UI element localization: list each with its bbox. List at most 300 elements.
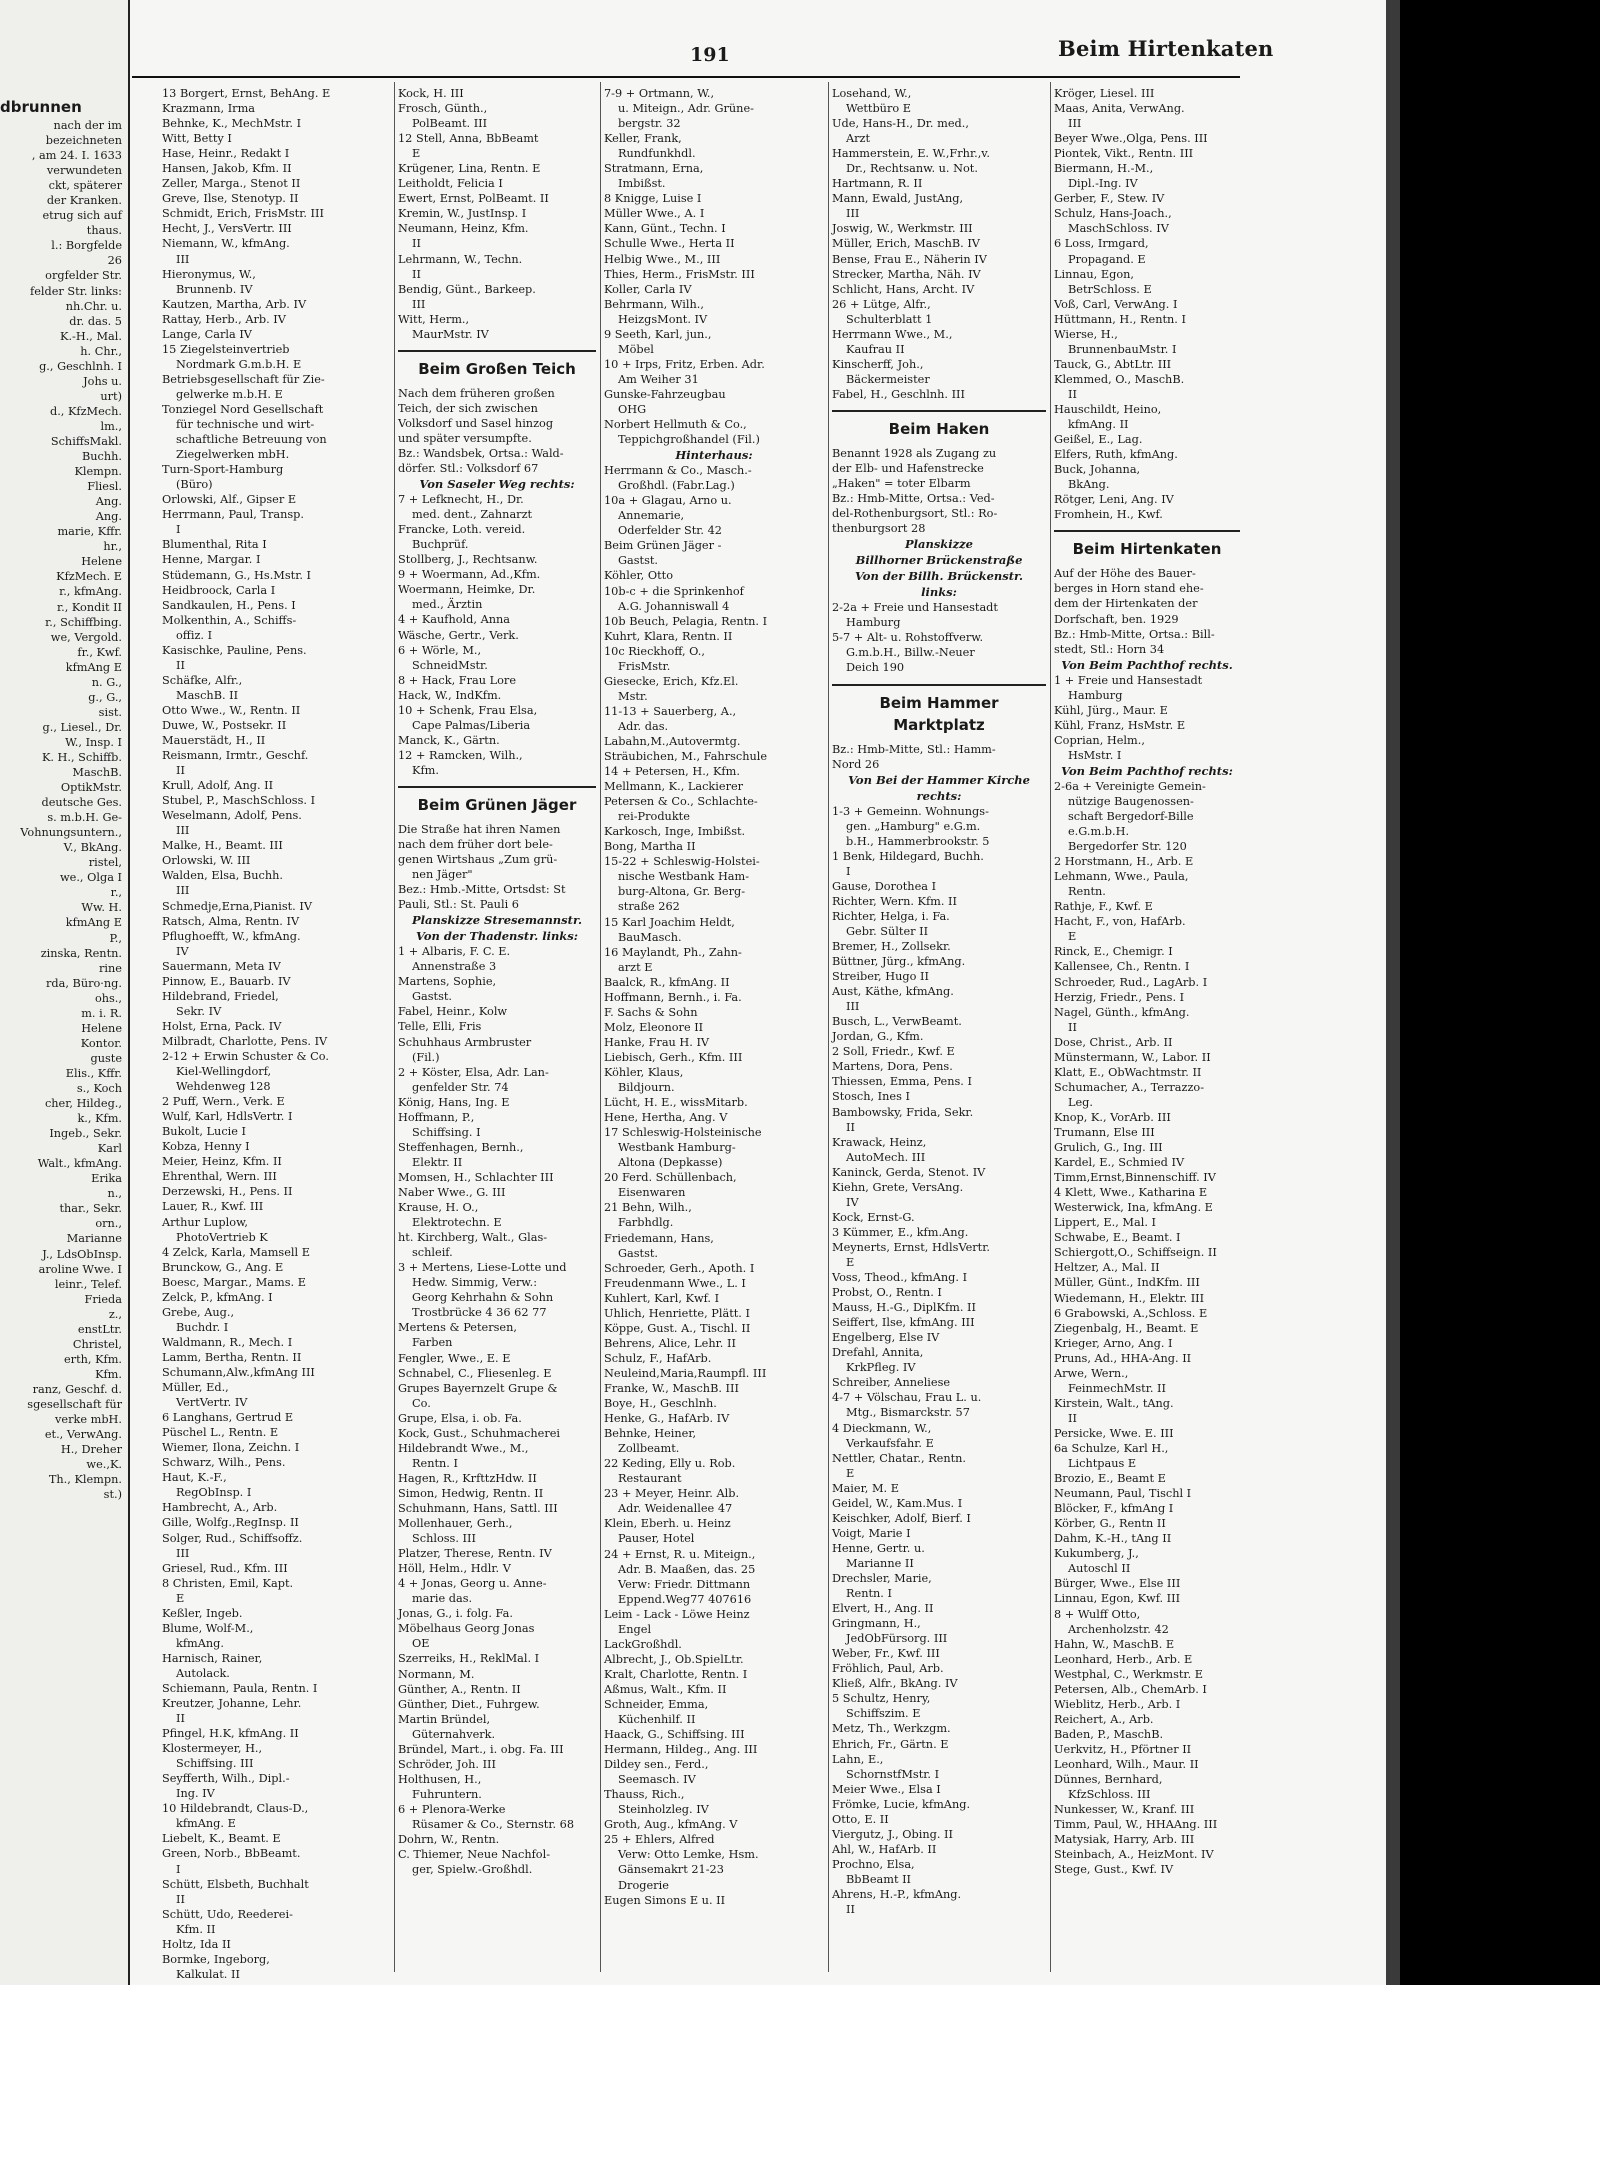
gutter-line: Ang. <box>95 510 122 524</box>
directory-entry: Adr. Weidenallee 47 <box>618 1502 733 1516</box>
directory-entry: Herzig, Friedr., Pens. I <box>1054 990 1185 1004</box>
column-divider <box>1050 82 1051 1972</box>
directory-entry: Kobza, Henny I <box>162 1140 250 1154</box>
directory-entry: Günther, Diet., Fuhrgew. <box>398 1697 540 1711</box>
directory-entry: Farbhdlg. <box>618 1216 674 1230</box>
directory-entry: Schütt, Udo, Reederei- <box>162 1907 293 1921</box>
directory-entry: Dohrn, W., Rentn. <box>398 1833 500 1847</box>
directory-entry: 6 + Plenora-Werke <box>398 1802 506 1816</box>
gutter-line: dr. das. 5 <box>69 314 122 328</box>
directory-entry: Schumann,Alw.,kfmAng III <box>162 1365 315 1379</box>
gutter-line: st.) <box>103 1488 122 1502</box>
directory-entry: Stosch, Ines I <box>832 1090 910 1104</box>
directory-entry: Bäckermeister <box>846 372 930 386</box>
directory-entry: 1-3 + Gemeinn. Wohnungs- <box>832 804 989 818</box>
directory-entry: 20 Ferd. Schüllenbach, <box>604 1171 737 1185</box>
header-rule <box>132 76 1240 78</box>
column-divider <box>394 82 395 1972</box>
gutter-line: d., KfzMech. <box>49 404 122 418</box>
directory-entry: Schmidt, Erich, FrisMstr. III <box>162 207 324 221</box>
directory-entry: PolBeamt. III <box>412 117 488 131</box>
directory-entry: Thies, Herm., FrisMstr. III <box>604 267 755 281</box>
gutter-line: Walt., kfmAng. <box>37 1157 122 1171</box>
directory-entry: Bz.: Hmb-Mitte, Ortsa.: Bill- <box>1054 627 1215 641</box>
directory-entry: SchneidMstr. <box>412 658 488 672</box>
directory-entry: Teppichgroßhandel (Fil.) <box>618 433 760 447</box>
directory-entry: 2 Soll, Friedr., Kwf. E <box>832 1045 955 1059</box>
directory-entry: Schiffsing. I <box>412 1125 481 1139</box>
directory-entry: Buchprüf. <box>412 538 469 552</box>
directory-entry: 7-9 + Ortmann, W., <box>604 87 715 100</box>
directory-entry: (Büro) <box>176 478 213 492</box>
directory-entry: Gastst. <box>412 990 453 1004</box>
directory-entry: Linnau, Egon, <box>1054 267 1135 281</box>
directory-entry: „Haken" = toter Elbarm <box>832 477 971 491</box>
gutter-line: n., <box>107 1187 122 1201</box>
gutter-line: h. Chr., <box>80 344 122 358</box>
directory-entry: Stüdemann, G., Hs.Mstr. I <box>162 568 311 582</box>
directory-entry: Heltzer, A., Mal. II <box>1054 1261 1160 1275</box>
directory-entry: HsMstr. I <box>1068 748 1122 762</box>
directory-entry: Petersen, Alb., ChemArb. I <box>1054 1682 1207 1696</box>
gutter-line: deutsche Ges. <box>41 796 122 810</box>
directory-entry: Lahn, E., <box>832 1752 884 1766</box>
directory-entry: Autolack. <box>176 1666 230 1680</box>
directory-entry: 5-7 + Alt- u. Rohstoffverw. <box>832 631 984 645</box>
gutter-line: sist. <box>98 705 122 719</box>
directory-entry: Lehmann, Wwe., Paula, <box>1054 870 1189 884</box>
directory-entry: Adr. B. Maaßen, das. 25 <box>618 1562 756 1576</box>
directory-entry: Kiehn, Grete, VersAng. <box>832 1180 964 1194</box>
directory-entry: Schmedje,Erna,Pianist. IV <box>162 899 312 913</box>
directory-entry: 12 Stell, Anna, BbBeamt <box>398 132 539 146</box>
gutter-line: Christel, <box>72 1337 122 1351</box>
directory-entry: Hene, Hertha, Ang. V <box>604 1111 728 1125</box>
directory-entry: Müller, Erich, MaschB. IV <box>832 237 980 251</box>
street-heading: Beim Haken <box>832 410 1046 440</box>
directory-entry: III <box>176 1546 190 1560</box>
directory-entry: 6 Loss, Irmgard, <box>1054 237 1149 251</box>
directory-entry: BauMasch. <box>618 930 682 944</box>
directory-entry: Leim - Lack - Löwe Heinz <box>604 1607 750 1621</box>
directory-entry: Auf der Höhe des Bauer- <box>1054 567 1196 581</box>
directory-entry: Lauer, R., Kwf. III <box>162 1200 264 1214</box>
directory-entry: Liebelt, K., Beamt. E <box>162 1832 281 1846</box>
directory-entry: Drechsler, Marie, <box>832 1571 932 1585</box>
directory-entry: Gille, Wolfg.,RegInsp. II <box>162 1516 299 1530</box>
directory-entry: Neumann, Heinz, Kfm. <box>398 222 529 236</box>
directory-entry: 17 Schleswig-Holsteinische <box>604 1126 762 1140</box>
gutter-line: we, Vergold. <box>50 630 122 644</box>
directory-entry: 4 + Kaufhold, Anna <box>398 613 511 627</box>
directory-entry: König, Hans, Ing. E <box>398 1095 510 1109</box>
directory-entry: Schröder, Joh. III <box>398 1757 496 1771</box>
directory-entry: Meynerts, Ernst, HdlsVertr. <box>832 1240 990 1254</box>
directory-entry: II <box>1068 1411 1077 1425</box>
directory-entry: Reichert, A., Arb. <box>1054 1712 1154 1726</box>
directory-entry: 11-13 + Sauerberg, A., <box>604 704 737 718</box>
gutter-line: verwundeten <box>46 164 122 178</box>
directory-entry: Kralt, Charlotte, Rentn. I <box>604 1667 748 1681</box>
gutter-line: KfzMech. E <box>56 570 122 584</box>
directory-entry: Schulle Wwe., Herta II <box>604 237 735 251</box>
directory-entry: ger, Spielw.-Großhdl. <box>412 1863 533 1877</box>
directory-entry: Stege, Gust., Kwf. IV <box>1054 1863 1174 1877</box>
directory-entry: Deich 190 <box>846 661 905 675</box>
directory-entry: I <box>176 1862 181 1876</box>
directory-entry: Bez.: Hmb.-Mitte, Ortsdst: St <box>398 883 566 897</box>
directory-entry: Otto Wwe., W., Rentn. II <box>162 703 301 717</box>
directory-entry: Großhdl. (Fabr.Lag.) <box>618 479 735 493</box>
directory-entry: Brunckow, G., Ang. E <box>162 1260 284 1274</box>
directory-entry: MaurMstr. IV <box>412 327 489 341</box>
page-number: 191 <box>690 44 730 66</box>
directory-entry: Sträubichen, M., Fahrschule <box>604 750 768 764</box>
directory-entry: Grulich, G., Ing. III <box>1054 1141 1163 1155</box>
directory-entry: Behrens, Alice, Lehr. II <box>604 1336 736 1350</box>
gutter-line: r., Schiffbing. <box>45 615 122 629</box>
directory-entry: Linnau, Egon, Kwf. III <box>1054 1592 1181 1606</box>
directory-entry: Herrmann & Co., Masch.- <box>604 464 752 478</box>
directory-entry: 2 Horstmann, H., Arb. E <box>1054 855 1194 869</box>
gutter-line: OptikMstr. <box>60 781 122 795</box>
directory-entry: BkAng. <box>1068 478 1110 492</box>
directory-entry: Karkosch, Inge, Imbißst. <box>604 825 746 839</box>
directory-entry: Schulterblatt 1 <box>846 312 933 326</box>
directory-entry: Hanke, Frau H. IV <box>604 1035 710 1049</box>
directory-entry: Kuhrt, Klara, Rentn. II <box>604 629 733 643</box>
directory-entry: I <box>846 864 851 878</box>
directory-entry: Günther, A., Rentn. II <box>398 1682 521 1696</box>
directory-entry: Grebe, Aug., <box>162 1305 235 1319</box>
directory-entry: Kremin, W., JustInsp. I <box>398 207 527 221</box>
directory-entry: Nord 26 <box>832 757 880 771</box>
directory-entry: Hecht, J., VersVertr. III <box>162 222 292 236</box>
directory-entry: Kardel, E., Schmied IV <box>1054 1156 1185 1170</box>
directory-entry: Gunske-Fahrzeugbau <box>604 387 726 401</box>
directory-entry: FeinmechMstr. II <box>1068 1381 1166 1395</box>
directory-entry: Dose, Christ., Arb. II <box>1054 1035 1173 1049</box>
directory-entry: 15-22 + Schleswig-Holstei- <box>604 855 760 869</box>
directory-entry: Richter, Helga, i. Fa. <box>832 909 950 923</box>
gutter-line: nach der im <box>53 119 122 132</box>
directory-entry: Schäfke, Alfr., <box>162 673 243 687</box>
directory-entry: Krawack, Heinz, <box>832 1135 927 1149</box>
directory-entry: 10 + Irps, Fritz, Erben. Adr. <box>604 357 765 371</box>
directory-entry: Dahm, K.-H., tAng II <box>1054 1532 1172 1546</box>
section-note: Von Beim Pachthof rechts. <box>1061 657 1233 672</box>
directory-entry: Schroeder, Gerh., Apoth. I <box>604 1261 755 1275</box>
directory-entry: Stubel, P., MaschSchloss. I <box>162 794 316 808</box>
section-note: links: <box>921 585 957 600</box>
directory-entry: Hieronymus, W., <box>162 267 256 281</box>
directory-entry: Holst, Erna, Pack. IV <box>162 1019 282 1033</box>
directory-entry: Orlowski, W. III <box>162 854 251 868</box>
directory-entry: Bong, Martha II <box>604 840 696 854</box>
directory-entry: Nettler, Chatar., Rentn. <box>832 1451 967 1465</box>
directory-entry: Oderfelder Str. 42 <box>618 524 722 538</box>
directory-entry: nach dem früher dort bele- <box>398 838 553 852</box>
directory-entry: Verw: Otto Lemke, Hsm. <box>618 1848 759 1862</box>
directory-entry: Drefahl, Annita, <box>832 1346 924 1360</box>
directory-entry: Kreutzer, Johanne, Lehr. <box>162 1697 302 1711</box>
directory-entry: 3 + Mertens, Liese-Lotte und <box>398 1261 567 1275</box>
gutter-line: aroline Wwe. I <box>38 1262 122 1276</box>
directory-entry: Bendig, Günt., Barkeep. <box>398 282 536 296</box>
directory-entry: Rentn. I <box>846 1587 892 1601</box>
directory-entry: Möbel <box>618 342 654 356</box>
directory-entry: Die Straße hat ihren Namen <box>398 822 561 836</box>
directory-entry: Sekr. IV <box>176 1004 222 1018</box>
directory-entry: Krazmann, Irma <box>162 102 256 116</box>
directory-entry: Lamm, Bertha, Rentn. II <box>162 1350 302 1364</box>
directory-entry: arzt E <box>618 960 653 974</box>
directory-entry: Coprian, Helm., <box>1054 733 1145 747</box>
directory-entry: Kasischke, Pauline, Pens. <box>162 643 307 657</box>
directory-entry: Richter, Wern. Kfm. II <box>832 894 957 908</box>
directory-entry: Georg Kehrhahn & Sohn <box>412 1291 554 1305</box>
directory-entry: Woermann, Heimke, Dr. <box>398 583 536 597</box>
directory-entry: Freudenmann Wwe., L. I <box>604 1276 746 1290</box>
directory-entry: 26 + Lütge, Alfr., <box>832 297 931 311</box>
directory-entry: Uerkvitz, H., Pförtner II <box>1054 1742 1192 1756</box>
gutter-line: Frieda <box>84 1292 122 1306</box>
gutter-line: verke mbH. <box>55 1413 122 1427</box>
directory-entry: Rattay, Herb., Arb. IV <box>162 312 286 326</box>
directory-entry: Trumann, Else III <box>1054 1126 1155 1139</box>
scan-background <box>1400 0 1600 1985</box>
gutter-line: kfmAng E <box>65 660 122 674</box>
directory-entry: Geißel, E., Lag. <box>1054 433 1143 447</box>
directory-entry: Molz, Eleonore II <box>604 1020 704 1034</box>
directory-entry: 1 Benk, Hildegard, Buchh. <box>832 849 984 863</box>
directory-entry: Jordan, G., Kfm. <box>832 1030 924 1044</box>
directory-entry: Am Weiher 31 <box>618 372 699 386</box>
directory-entry: 10 + Schenk, Frau Elsa, <box>398 703 538 717</box>
gutter-line: g., G., <box>88 690 122 704</box>
gutter-line: H., Dreher <box>60 1443 122 1457</box>
directory-entry: Gringmann, H., <box>832 1617 921 1631</box>
directory-entry: Niemann, W., kfmAng. <box>162 237 290 251</box>
directory-entry: 2-12 + Erwin Schuster & Co. <box>162 1050 329 1063</box>
directory-entry: Müller, Günt., IndKfm. III <box>1054 1276 1200 1290</box>
directory-entry: II <box>176 764 185 778</box>
directory-entry: Klatt, E., ObWachtmstr. II <box>1054 1065 1202 1079</box>
directory-entry: Behrmann, Wilh., <box>604 297 704 311</box>
directory-entry: Püschel L., Rentn. E <box>162 1426 279 1440</box>
directory-entry: III <box>846 1000 860 1014</box>
directory-entry: Schiffsing. III <box>176 1757 254 1771</box>
directory-entry: Weselmann, Adolf, Pens. <box>162 809 302 823</box>
directory-entry: Rundfunkhdl. <box>618 147 696 161</box>
directory-entry: Ahl, W., HafArb. II <box>832 1842 937 1856</box>
directory-entry: Ratsch, Alma, Rentn. IV <box>162 914 300 928</box>
directory-entry: Kühl, Jürg., Maur. E <box>1054 703 1168 717</box>
directory-entry: dörfer. Stl.: Volksdorf 67 <box>398 462 539 476</box>
directory-entry: Annemarie, <box>618 509 685 523</box>
directory-entry: Kock, Gust., Schuhmacherei <box>398 1426 561 1440</box>
directory-entry: Arwe, Wern., <box>1054 1366 1129 1380</box>
directory-entry: Persicke, Wwe. E. III <box>1054 1426 1174 1440</box>
gutter-line: thaus. <box>86 224 122 238</box>
directory-entry: KfzSchloss. III <box>1068 1788 1151 1802</box>
directory-entry: 8 + Hack, Frau Lore <box>398 673 517 687</box>
directory-entry: II <box>176 1712 185 1726</box>
directory-entry: 22 Keding, Elly u. Rob. <box>604 1457 736 1471</box>
directory-entry: Kfm. <box>412 763 439 777</box>
directory-entry: SchornstfMstr. I <box>846 1767 940 1781</box>
gutter-line: orn., <box>95 1217 122 1231</box>
directory-entry: straße 262 <box>618 900 680 914</box>
gutter-line: g., Liesel., Dr. <box>42 720 122 734</box>
directory-entry: Seyfferth, Wilh., Dipl.- <box>162 1772 290 1786</box>
directory-entry: Milbradt, Charlotte, Pens. IV <box>162 1034 328 1048</box>
directory-entry: Leonhard, Wilh., Maur. II <box>1054 1757 1199 1771</box>
directory-entry: Malke, H., Beamt. III <box>162 839 283 853</box>
directory-entry: 1 + Albaris, F. C. E. <box>398 945 511 959</box>
directory-entry: Martens, Sophie, <box>398 975 497 989</box>
directory-entry: 1 + Freie und Hansestadt <box>1054 673 1203 687</box>
directory-entry: Martens, Dora, Pens. <box>832 1060 953 1074</box>
directory-entry: Duwe, W., Postsekr. II <box>162 718 287 732</box>
directory-entry: Francke, Loth. vereid. <box>398 523 526 537</box>
directory-entry: Wäsche, Gertr., Verk. <box>398 628 519 642</box>
directory-entry: Timm,Ernst,Binnenschiff. IV <box>1054 1171 1216 1185</box>
directory-entry: OHG <box>618 402 647 416</box>
directory-entry: Kfm. II <box>176 1922 216 1936</box>
gutter-line: n. G., <box>91 675 122 689</box>
directory-entry: Aust, Käthe, kfmAng. <box>832 985 954 999</box>
directory-entry: Grupe, Elsa, i. ob. Fa. <box>398 1411 522 1425</box>
gutter-line: rda, Büro·ng. <box>45 976 122 990</box>
directory-entry: dem der Hirtenkaten der <box>1054 597 1198 611</box>
directory-entry: thenburgsort 28 <box>832 522 926 536</box>
directory-entry: Leonhard, Herb., Arb. E <box>1054 1652 1193 1666</box>
directory-entry: Joswig, W., Werkmstr. III <box>832 222 973 236</box>
directory-entry: Ziegenbalg, H., Beamt. E <box>1054 1321 1199 1335</box>
directory-entry: F. Sachs & Sohn <box>604 1005 698 1019</box>
directory-entry: Hüttmann, H., Rentn. I <box>1054 312 1186 326</box>
directory-entry: Grupes Bayernzelt Grupe & <box>398 1381 558 1395</box>
directory-entry: 6 + Wörle, M., <box>398 643 482 657</box>
directory-entry: 10b Beuch, Pelagia, Rentn. I <box>604 614 768 628</box>
gutter-heading: dbrunnen <box>0 98 82 116</box>
directory-entry: Ehrenthal, Wern. III <box>162 1170 277 1184</box>
directory-entry: Bz.: Hmb-Mitte, Ortsa.: Ved- <box>832 492 995 506</box>
directory-entry: Benannt 1928 als Zugang zu <box>832 446 997 460</box>
directory-entry: Schiergott,O., Schiffseign. II <box>1054 1246 1217 1260</box>
directory-entry: Geidel, W., Kam.Mus. I <box>832 1496 963 1510</box>
directory-entry: Green, Norb., BbBeamt. <box>162 1847 301 1861</box>
directory-entry: Witt, Betty I <box>162 132 232 146</box>
directory-entry: Brozio, E., Beamt E <box>1054 1472 1166 1486</box>
directory-entry: Drogerie <box>618 1878 669 1892</box>
directory-entry: Wettbüro E <box>846 102 912 116</box>
gutter-line: Kfm. <box>95 1367 122 1381</box>
directory-entry: 4 + Jonas, Georg u. Anne- <box>398 1577 547 1591</box>
directory-entry: Lichtpaus E <box>1068 1457 1137 1471</box>
directory-entry: G.m.b.H., Billw.-Neuer <box>846 646 975 660</box>
directory-entry: MaschSchloss. IV <box>1068 222 1169 236</box>
section-note: rechts: <box>916 788 962 803</box>
directory-entry: Hartmann, R. II <box>832 177 923 191</box>
directory-entry: Schiffszim. E <box>846 1707 921 1721</box>
directory-entry: Schulz, Hans-Joach., <box>1054 207 1172 221</box>
directory-entry: Streiber, Hugo II <box>832 970 929 984</box>
directory-entry: 6 Grabowski, A.,Schloss. E <box>1054 1306 1208 1320</box>
directory-entry: JedObFürsorg. III <box>846 1632 948 1646</box>
directory-entry: I <box>176 523 181 537</box>
directory-entry: Bremer, H., Zollsekr. <box>832 940 951 954</box>
directory-entry: Keller, Frank, <box>604 132 682 146</box>
directory-entry: kfmAng. E <box>176 1817 236 1831</box>
directory-entry: Altona (Depkasse) <box>618 1156 723 1170</box>
directory-entry: del-Rothenburgsort, Stl.: Ro- <box>832 507 998 521</box>
directory-entry: Sauermann, Meta IV <box>162 959 281 973</box>
directory-entry: Thauss, Rich., <box>604 1788 685 1802</box>
directory-entry: Mauss, H.-G., DiplKfm. II <box>832 1301 976 1315</box>
directory-entry: Wierse, H., <box>1054 327 1118 341</box>
gutter-line: orgfelder Str. <box>45 269 122 283</box>
directory-entry: Archenholzstr. 42 <box>1068 1622 1169 1636</box>
directory-entry: Pauli, Stl.: St. Pauli 6 <box>398 898 519 912</box>
directory-entry: Viergutz, J., Obing. II <box>832 1827 953 1841</box>
directory-entry: III <box>176 252 190 266</box>
directory-entry: Gastst. <box>618 554 659 568</box>
gutter-line: lm., <box>100 419 122 433</box>
directory-entry: Kiel-Wellingdorf, <box>176 1065 272 1079</box>
street-heading: Beim Großen Teich <box>398 350 596 380</box>
directory-entry: Henne, Margar. I <box>162 553 261 567</box>
directory-entry: gen. „Hamburg" e.G.m. <box>846 819 981 833</box>
directory-entry: II <box>1068 387 1077 401</box>
directory-entry: Kock, H. III <box>398 87 464 100</box>
directory-entry: Jonas, G., i. folg. Fa. <box>398 1607 513 1621</box>
directory-entry: Schroeder, Rud., LagArb. I <box>1054 975 1208 989</box>
directory-entry: III <box>1068 117 1082 131</box>
section-note: Von Beim Pachthof rechts: <box>1061 763 1233 778</box>
directory-entry: Westphal, C., Werkmstr. E <box>1054 1667 1204 1681</box>
gutter-line: r., <box>110 886 122 900</box>
directory-entry: 10b-c + die Sprinkenhof <box>604 584 744 598</box>
directory-entry: Hauschildt, Heino, <box>1054 402 1162 416</box>
directory-entry: Eppend.Weg77 407616 <box>618 1592 752 1606</box>
directory-entry: Hambrecht, A., Arb. <box>162 1501 278 1515</box>
directory-entry: Kaninck, Gerda, Stenot. IV <box>832 1165 986 1179</box>
directory-entry: nen Jäger" <box>412 868 473 882</box>
directory-entry: Buck, Johanna, <box>1054 463 1141 477</box>
directory-entry: Kuhlert, Karl, Kwf. I <box>604 1291 720 1305</box>
directory-entry: II <box>1068 1020 1077 1034</box>
directory-entry: 8 + Wulff Otto, <box>1054 1607 1141 1621</box>
directory-entry: BbBeamt II <box>846 1872 912 1886</box>
gutter-line: thar., Sekr. <box>59 1202 122 1216</box>
directory-entry: Metz, Th., Werkzgm. <box>832 1722 951 1736</box>
directory-entry: Elvert, H., Ang. II <box>832 1602 934 1616</box>
directory-entry: Köppe, Gust. A., Tischl. II <box>604 1321 751 1335</box>
directory-entry: Ewert, Ernst, PolBeamt. II <box>398 192 549 206</box>
directory-entry: Engelberg, Else IV <box>832 1331 940 1345</box>
directory-entry: Klein, Eberh. u. Heinz <box>604 1517 731 1531</box>
street-heading: Beim Hammer Marktplatz <box>832 684 1046 736</box>
directory-entry: Kann, Günt., Techn. I <box>604 222 726 236</box>
directory-entry: Arthur Luplow, <box>162 1215 248 1229</box>
directory-entry: Mstr. <box>618 689 648 703</box>
directory-entry: 5 Schultz, Henry, <box>832 1692 931 1706</box>
directory-entry: Autoschl II <box>1068 1562 1131 1576</box>
directory-entry: med., Ärztin <box>412 598 483 612</box>
gutter-line: erth, Kfm. <box>63 1352 122 1366</box>
